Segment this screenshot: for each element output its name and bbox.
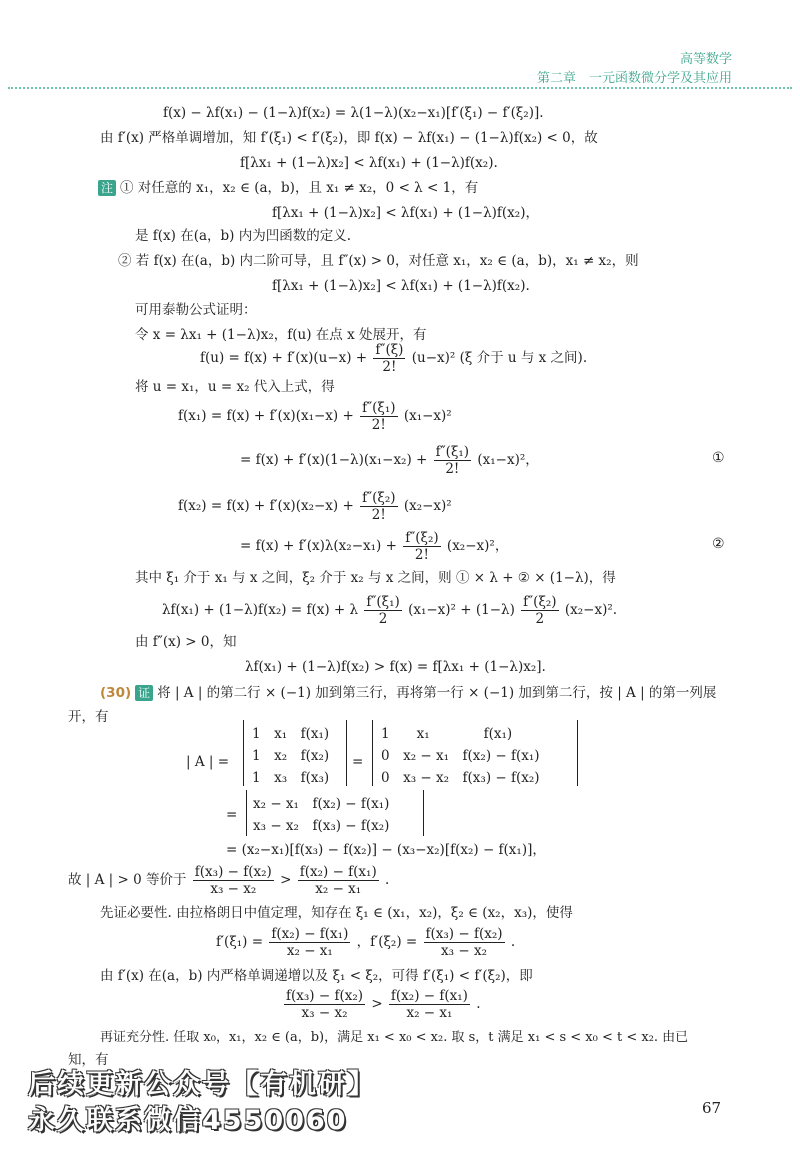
text-line: 由 f′(x) 在(a，b) 内严格单调递增以及 ξ₁ < ξ₂，可得 f′(ξ₁) < f′(ξ₂)，即 [100,968,533,984]
matrix-row: 1 x₁ f(x₁) [381,726,513,742]
numerator: f(x₃) − f(x₂) [425,926,503,942]
text-line: 是 f(x) 在(a，b) 内为凹函数的定义. [135,228,352,244]
equation-line [240,442,539,478]
equation-line [162,592,617,628]
eq-part: > [280,872,292,888]
matrix-3x3 [243,720,347,786]
numerator: f(x₃) − f(x₂) [194,864,272,880]
equals-sign: = [226,807,238,823]
note-badge: 注 [98,180,116,196]
numerator: f(x₃) − f(x₂) [286,988,364,1004]
text-line: 先证必要性. 由拉格朗日中值定理，知存在 ξ₁ ∈ (x₁，x₂)，ξ₂ ∈ (x₂，x₃)，使得 [100,905,573,921]
eq-part: f′(ξ₁) = [216,934,264,950]
numerator: f″(ξ₂) [405,530,439,546]
problem-text: 将 | A | 的第二行 × (−1) 加到第三行，再将第一行 × (−1) 加到第二行，按 | A | 的第一列展 [157,685,717,701]
numerator: f″(ξ₁) [435,444,470,460]
denominator: 2! [371,507,386,523]
lagrange-line [216,924,515,960]
denominator: x₃ − x₂ [210,881,257,897]
eq-part: (x₂−x)²， [446,538,509,554]
fraction [373,342,405,375]
matrix-row: 1 x₃ f(x₃) [252,770,330,786]
fraction [360,490,397,523]
header-divider [8,87,792,89]
book-title: 高等数学 [679,52,732,67]
eq-part: f(u) = f(x) + f′(x)(u−x) + [200,350,368,366]
fraction [193,864,274,897]
eq-part: λf(x₁) + (1−λ)f(x₂) = f(x) + λ [162,602,359,618]
eq-part: . [385,872,390,888]
fraction [269,926,350,959]
matrix-row: x₂ − x₁ f(x₂) − f(x₁) [253,796,390,812]
note-text: ① 对任意的 x₁，x₂ ∈ (a，b)，且 x₁ ≠ x₂，0 < λ < 1，有 [120,180,479,196]
text-line: 由 f″(x) > 0，知 [135,634,237,650]
numerator: f(x₂) − f(x₁) [390,988,468,1004]
equation-line [240,528,508,564]
equation-line [178,398,452,434]
matrix-row: 0 x₂ − x₁ f(x₂) − f(x₁) [381,748,540,764]
numerator: f″(ξ) [375,342,404,358]
text-line: 知，有 [68,1052,109,1068]
denominator: x₃ − x₂ [301,1005,348,1021]
text-line: 其中 ξ₁ 介于 x₁ 与 x 之间，ξ₂ 介于 x₂ 与 x 之间，则 ① × λ + ② × (1−λ)，得 [135,570,616,586]
eq-part: (x₁−x)² + (1−λ) [408,602,515,618]
denominator: 2 [378,611,388,627]
numerator: f″(ξ₁) [366,594,400,610]
eq-part: (x₂−x)² [403,498,452,514]
denominator: x₃ − x₂ [441,943,487,959]
text-line: 将 u = x₁，u = x₂ 代入上式，得 [135,379,335,395]
equation-marker: ① [712,450,725,466]
equation-line: λf(x₁) + (1−λ)f(x₂) > f(x) = f[λx₁ + (1−λ)x₂]. [245,659,546,675]
fraction [424,926,505,959]
eq-part: (x₁−x)² [403,408,452,424]
equivalence-line [68,862,389,898]
eq-part: = f(x) + f′(x)(1−λ)(x₁−x₂) + [240,452,428,468]
fraction [298,864,379,897]
fraction [389,988,470,1021]
fraction [360,400,397,433]
equation-marker: ② [712,536,725,552]
problem-30-line [100,683,716,703]
equation-line: f[λx₁ + (1−λ)x₂] < λf(x₁) + (1−λ)f(x₂). [240,155,498,171]
equation-line: f[λx₁ + (1−λ)x₂] < λf(x₁) + (1−λ)f(x₂)， [272,205,539,221]
watermark-line-1: 后续更新公众号【有机研】 [28,1069,376,1100]
numerator: f(x₂) − f(x₁) [299,864,377,880]
eq-part: ，f′(ξ₂) = [356,934,418,950]
taylor-equation [200,340,587,376]
equation-line: f(x) − λf(x₁) − (1−λ)f(x₂) = λ(1−λ)(x₂−x₁)[f′(ξ₁) − f′(ξ₂)]. [163,105,544,121]
fraction [284,988,365,1021]
fraction [403,530,440,563]
equation-line: f[λx₁ + (1−λ)x₂] < λf(x₁) + (1−λ)f(x₂). [272,278,530,294]
denominator: x₂ − x₁ [286,943,333,959]
text-line: 开，有 [68,709,109,725]
note-line [98,178,478,198]
eq-part: (x₁−x)²， [477,452,539,468]
inequality-line [282,986,481,1022]
det-label: | A | = [186,754,230,770]
fraction [521,594,558,627]
eq-part: (u−x)² (ξ 介于 u 与 x 之间). [411,350,588,366]
numerator: f″(ξ₂) [523,594,557,610]
denominator: x₂ − x₁ [315,881,362,897]
equals-sign: = [352,754,364,770]
eq-part: f(x₁) = f(x) + f′(x)(x₁−x) + [178,408,354,424]
matrix-2x2 [246,790,424,836]
denominator: 2! [414,547,429,563]
chapter-title: 第二章 一元函数微分学及其应用 [536,71,732,86]
numerator: f(x₂) − f(x₁) [271,926,349,942]
matrix-row: 1 x₁ f(x₁) [252,726,330,742]
numerator: f″(ξ₂) [362,490,396,506]
fraction [434,444,471,477]
text-line: 令 x = λx₁ + (1−λ)x₂，f(u) 在点 x 处展开，有 [135,327,427,343]
text-line: 再证充分性. 任取 x₀，x₁，x₂ ∈ (a，b)，满足 x₁ < x₀ < x₂. 取 s，t 满足 x₁ < s < x₀ < t < x₂. 由已 [100,1030,689,1045]
text-line: ② 若 f(x) 在(a，b) 内二阶可导，且 f″(x) > 0，对任意 x₁，x₂ ∈ (a，b)，x₁ ≠ x₂，则 [118,253,639,269]
eq-part: > [371,996,383,1012]
eq-part: (x₂−x)². [564,602,618,618]
problem-number: (30) [100,685,132,701]
text-line: 由 f′(x) 严格单调增加，知 f′(ξ₁) < f′(ξ₂)，即 f(x) − λf(x₁) − (1−λ)f(x₂) < 0，故 [100,130,598,146]
eq-part: f(x₂) = f(x) + f′(x)(x₂−x) + [178,498,354,514]
matrix-row: 0 x₃ − x₂ f(x₃) − f(x₂) [381,770,540,786]
eq-part: 故 | A | > 0 等价于 [68,872,187,888]
denominator: 2! [371,417,386,433]
fraction [364,594,401,627]
denominator: 2! [382,359,397,375]
matrix-row: x₃ − x₂ f(x₃) − f(x₂) [253,818,390,834]
matrix-3x3-reduced [372,720,578,786]
denominator: x₂ − x₁ [406,1005,453,1021]
eq-part: . [510,934,516,950]
text-line: 可用泰勒公式证明： [135,302,257,318]
eq-part: = f(x) + f′(x)λ(x₂−x₁) + [240,538,397,554]
equation-line: = (x₂−x₁)[f(x₃) − f(x₂)] − (x₃−x₂)[f(x₂) − f(x₁)]， [226,842,546,858]
equation-line [178,488,452,524]
denominator: 2! [445,461,460,477]
matrix-row: 1 x₂ f(x₂) [252,748,330,764]
proof-badge: 证 [135,685,153,701]
eq-part: . [476,996,481,1012]
denominator: 2 [535,611,545,627]
numerator: f″(ξ₁) [362,400,396,416]
watermark-line-2: 永久联系微信4550060 [28,1105,348,1136]
page-number: 67 [702,1099,722,1117]
